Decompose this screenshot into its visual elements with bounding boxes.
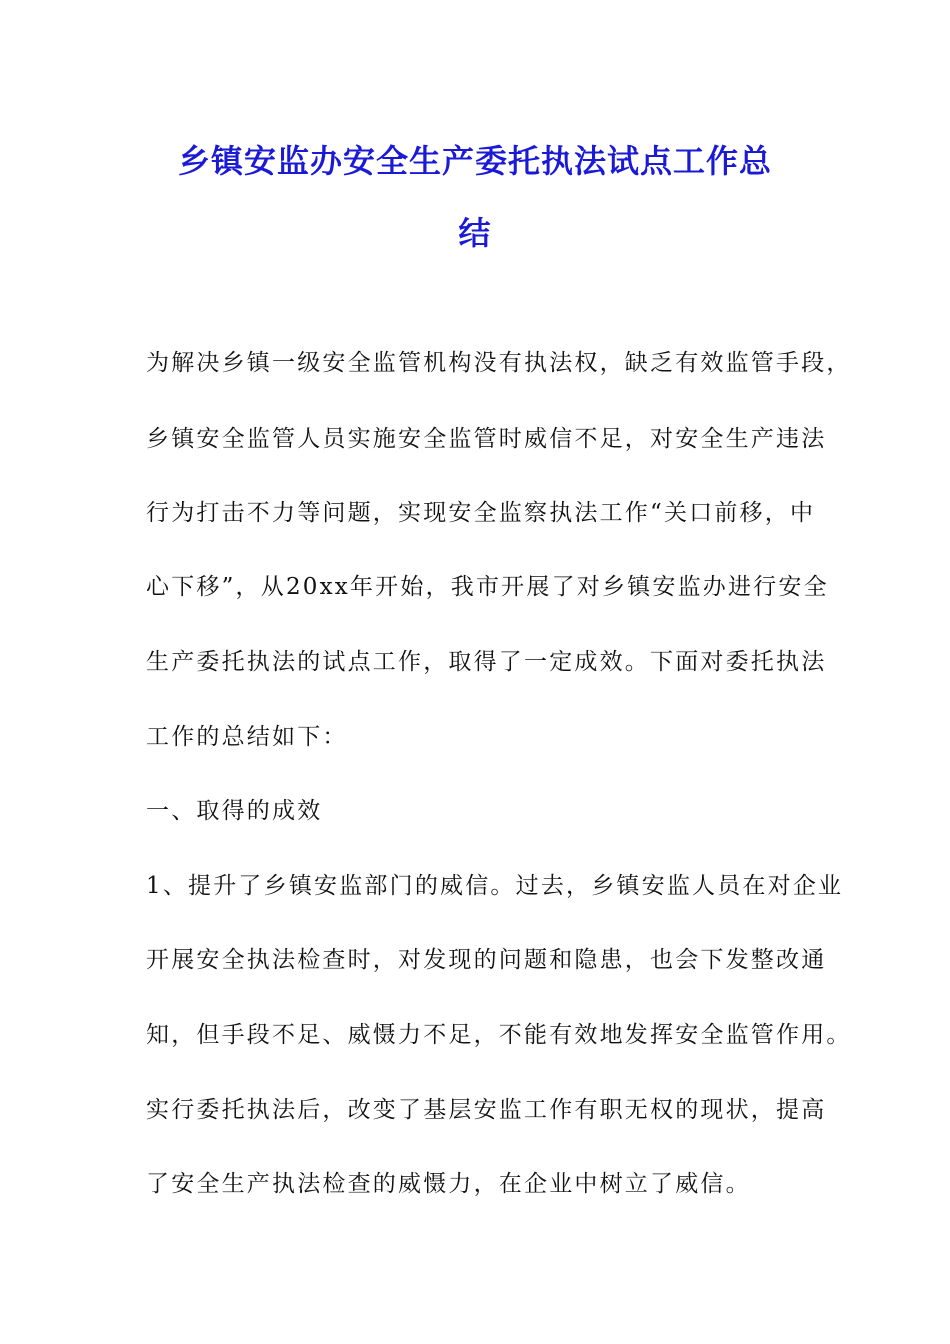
document-title-line-2: 结: [458, 214, 492, 252]
body-line: 为解决乡镇一级安全监管机构没有执法权，缺乏有效监管手段，: [146, 350, 852, 376]
body-line: 乡镇安全监管人员实施安全监管时威信不足，对安全生产违法: [146, 426, 827, 452]
body-line: 1、提升了乡镇安监部门的威信。过去，乡镇安监人员在对企业: [146, 873, 844, 899]
body-line: 工作的总结如下：: [146, 724, 348, 750]
body-line: 知，但手段不足、威慑力不足，不能有效地发挥安全监管作用。: [146, 1022, 852, 1048]
body-line: 心下移”，从20xx年开始，我市开展了对乡镇安监办进行安全: [146, 574, 829, 600]
body-line: 实行委托执法后，改变了基层安监工作有职无权的现状，提高: [146, 1097, 827, 1123]
body-line: 行为打击不力等问题，实现安全监察执法工作“关口前移，中: [146, 500, 816, 526]
body-line: 开展安全执法检查时，对发现的问题和隐患，也会下发整改通: [146, 947, 827, 973]
body-line: 了安全生产执法检查的威慑力，在企业中树立了威信。: [146, 1171, 751, 1197]
body-line: 生产委托执法的试点工作，取得了一定成效。下面对委托执法: [146, 649, 827, 675]
section-heading: 一、取得的成效: [146, 798, 323, 824]
document-title-line-1: 乡镇安监办安全生产委托执法试点工作总: [177, 142, 772, 180]
